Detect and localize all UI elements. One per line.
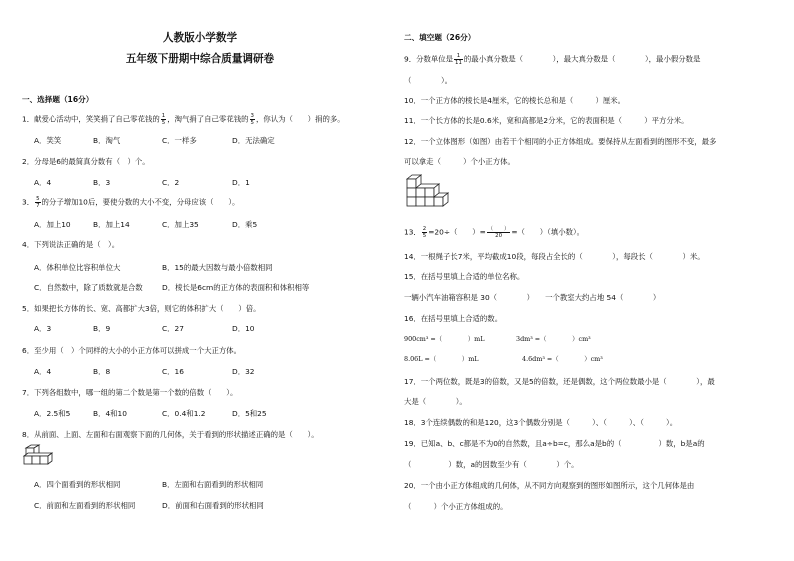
question-17-cont: 大是（ ）。 <box>404 397 467 406</box>
q6-option-b[interactable]: B．8 <box>93 367 111 376</box>
q6-option-c[interactable]: C．16 <box>162 367 184 376</box>
page-title: 人教版小学数学 <box>162 32 238 44</box>
question-15-items: 一辆小汽车油箱容积是 30（ ） 一个教室大约占地 54（ ） <box>404 293 661 302</box>
question-13: 13． $\frac{2}{5}$ =20÷（ ）= $\frac{( )}{20}$ =（ ）（填小数）。 <box>404 226 585 239</box>
question-1: 1．献爱心活动中，笑笑捐了自己零花钱的 $\frac{1}{5}$ ，淘气捐了自己零花钱的 $\frac{3}{5}$ ，你认为（ ）捐的多。 <box>22 113 345 126</box>
question-6: 6．至少用（ ）个同样的大小的小正方体可以拼成一个大正方体。 <box>22 346 242 355</box>
question-12-cont: 可以拿走（ ）个小正方体。 <box>404 157 515 166</box>
question-5: 5．如果把长方体的长、宽、高都扩大3倍，则它的体积扩大（ ）倍。 <box>22 304 261 313</box>
section-fill-title: 二、填空题（26分） <box>404 33 476 42</box>
q4-option-b[interactable]: B．15的最大因数与最小倍数相同 <box>162 263 273 272</box>
q7-option-d[interactable]: D．5和25 <box>232 409 267 418</box>
question-3: 3． $\frac{5}{7}$ 的分子增加10后，要使分数的大小不变，分母应该（ ）。 <box>22 196 240 209</box>
question-7: 7．下列各组数中，哪一组的第二个数是第一个数的倍数（ ）。 <box>22 388 238 397</box>
question-20: 20．一个由小正方体组成的几何体，从不同方向观察到的图形如图所示，这个几何体是由 <box>404 481 695 490</box>
q8-option-b[interactable]: B．左面和右面看到的形状相同 <box>162 480 264 489</box>
q2-option-a[interactable]: A．4 <box>34 178 52 187</box>
cube-figure-q8 <box>22 443 58 467</box>
q5-option-a[interactable]: A．3 <box>34 324 52 333</box>
question-8: 8．从前面、上面、左面和右面观察下面的几何体，关于看到的形状描述正确的是（ ）。 <box>22 430 319 439</box>
q2-option-d[interactable]: D．1 <box>232 178 250 187</box>
question-15: 15．在括号里填上合适的单位名称。 <box>404 272 525 281</box>
question-18: 18．3个连续偶数的和是120，这3个偶数分别是（ ）、（ ）、（ ）。 <box>404 418 678 427</box>
q7-option-c[interactable]: C．0.4和1.2 <box>162 409 206 418</box>
fraction-3-5: $\frac{3}{5}$ <box>250 113 254 126</box>
q16-item-3: 8.06L =（ ）mL <box>404 355 479 363</box>
q1-option-d[interactable]: D．无法确定 <box>232 136 275 145</box>
q3-option-d[interactable]: D．乘5 <box>232 220 258 229</box>
q5-option-b[interactable]: B．9 <box>93 324 111 333</box>
question-17: 17．一个两位数，既是3的倍数，又是5的倍数，还是偶数，这个两位数最小是（ ），最 <box>404 377 715 386</box>
section-choice-title: 一、选择题（16分） <box>22 95 94 104</box>
question-9: 9．分数单位是 $\frac{1}{11}$ 的最小真分数是（ ），最大真分数是（ ），最小假分数是 <box>404 53 701 66</box>
q5-option-d[interactable]: D．10 <box>232 324 255 333</box>
q8-option-a[interactable]: A．四个面看到的形状相同 <box>34 480 121 489</box>
question-19: 19．已知a、b、c都是不为0的自然数，且a÷b=c，那么a是b的（ ）数，b是a的 <box>404 439 705 448</box>
question-14: 14．一根绳子长7米，平均截成10段，每段占全长的（ ），每段长（ ）米。 <box>404 252 705 261</box>
q4-option-c[interactable]: C．自然数中，除了质数就是合数 <box>34 283 143 292</box>
q8-option-d[interactable]: D．前面和右面看到的形状相同 <box>162 501 264 510</box>
q1-option-a[interactable]: A．笑笑 <box>34 136 62 145</box>
fraction-1-11: $\frac{1}{11}$ <box>455 53 462 66</box>
question-4: 4．下列说法正确的是（ ）。 <box>22 240 120 249</box>
question-12: 12．一个立体图形（如图）由若干个相同的小正方体组成。要保持从左面看到的图形不变，最多 <box>404 137 717 146</box>
q16-item-1: 900cm³ =（ ）mL <box>404 335 485 343</box>
q16-item-4: 4.6dm³ =（ ）cm³ <box>522 355 603 363</box>
question-20-cont: （ ）个小正方体组成的。 <box>404 502 508 511</box>
question-10: 10．一个正方体的棱长是4厘米，它的棱长总和是（ ）厘米。 <box>404 96 626 105</box>
q3-option-c[interactable]: C．加上35 <box>162 220 199 229</box>
question-11: 11．一个长方体的长是0.6米，宽和高都是2分米，它的表面积是（ ）平方分米。 <box>404 116 689 125</box>
q4-option-d[interactable]: D．棱长是6cm的正方体的表面积和体积相等 <box>162 283 310 292</box>
q7-option-b[interactable]: B．4和10 <box>93 409 127 418</box>
q4-option-a[interactable]: A．体积单位比容积单位大 <box>34 263 121 272</box>
q16-item-2: 3dm³ =（ ）cm³ <box>516 335 591 343</box>
q8-option-c[interactable]: C．前面和左面看到的形状相同 <box>34 501 136 510</box>
q6-option-a[interactable]: A．4 <box>34 367 52 376</box>
question-19-cont: （ ）数，a的因数至少有（ ）个。 <box>404 460 579 469</box>
q3-option-a[interactable]: A．加上10 <box>34 220 71 229</box>
question-16: 16．在括号里填上合适的数。 <box>404 314 503 323</box>
page-subtitle: 五年级下册期中综合质量调研卷 <box>125 53 275 65</box>
fraction-1-5: $\frac{1}{5}$ <box>161 113 166 126</box>
q6-option-d[interactable]: D．32 <box>232 367 255 376</box>
q5-option-c[interactable]: C．27 <box>162 324 184 333</box>
fraction-5-7: $\frac{5}{7}$ <box>36 196 40 209</box>
q2-option-c[interactable]: C．2 <box>162 178 180 187</box>
q1-option-b[interactable]: B．淘气 <box>93 136 121 145</box>
q3-option-b[interactable]: B．加上14 <box>93 220 130 229</box>
cube-stack-figure-q12 <box>404 172 450 222</box>
fraction-2-5: $\frac{2}{5}$ <box>422 226 427 239</box>
fraction-blank-20: $\frac{( )}{20}$ <box>487 226 510 239</box>
question-2: 2．分母是6的最简真分数有（ ）个。 <box>22 157 150 166</box>
q2-option-b[interactable]: B．3 <box>93 178 111 187</box>
question-9-cont: （ ）。 <box>404 76 453 85</box>
q7-option-a[interactable]: A．2.5和5 <box>34 409 71 418</box>
q1-option-c[interactable]: C．一样多 <box>162 136 197 145</box>
